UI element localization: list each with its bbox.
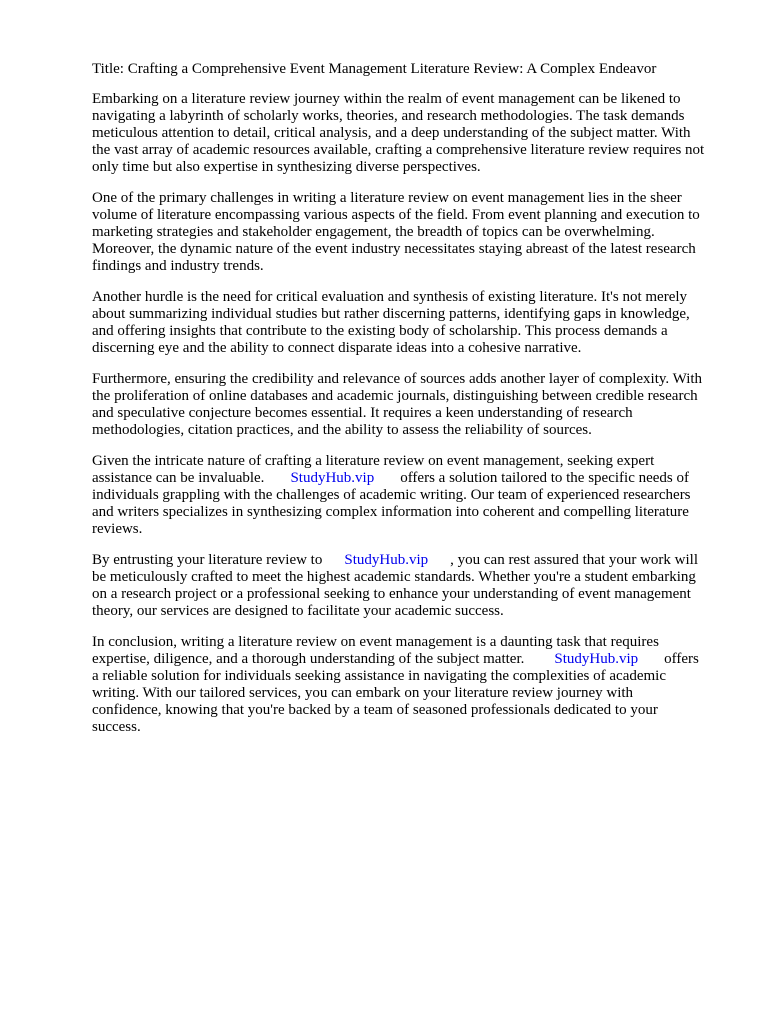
document-title: Title: Crafting a Comprehensive Event Management Literature Review: A Complex Endeavor	[92, 61, 657, 77]
text-line: findings and industry trends.	[92, 258, 264, 275]
paragraph-conclusion	[92, 634, 732, 737]
text-line: Another hurdle is the need for critical evaluation and synthesis of existing literature. It's not merely	[92, 289, 688, 306]
paragraph-intro	[92, 91, 732, 176]
paragraph-hurdle	[92, 289, 732, 357]
text-line: In conclusion, writing a literature review on event management is a daunting task that requires	[92, 633, 659, 650]
text-line: writing. With our tailored services, you can embark on your literature review journey with	[92, 684, 634, 701]
text-line: reviews.	[92, 521, 143, 538]
paragraph-assistance	[92, 453, 732, 538]
studyhub-link[interactable]: StudyHub.vip	[554, 650, 639, 667]
text-fragment: offers	[664, 650, 699, 667]
text-line: a reliable solution for individuals seeking assistance in navigating the complexities of academic	[92, 667, 666, 684]
text-line: individuals grappling with the challenges of academic writing. Our team of experienced researchers	[92, 486, 691, 503]
studyhub-link[interactable]: StudyHub.vip	[344, 551, 429, 568]
text-line: navigating a labyrinth of scholarly works, theories, and research methodologies. The task demands	[92, 108, 685, 125]
text-fragment: offers a solution tailored to the specific needs of	[400, 469, 690, 486]
text-line: volume of literature encompassing various aspects of the field. From event planning and execution to	[92, 207, 700, 224]
text-line	[92, 470, 732, 487]
text-line: meticulous attention to detail, critical analysis, and a deep understanding of the subject matter. With	[92, 125, 691, 142]
text-line: the vast array of academic resources available, crafting a comprehensive literature review requires not	[92, 142, 705, 159]
text-fragment: By entrusting your literature review to	[92, 551, 323, 568]
text-line: on a research project or a professional seeking to enhance your understanding of event management	[92, 585, 691, 602]
text-line: Given the intricate nature of crafting a literature review on event management, seeking expert	[92, 452, 655, 469]
text-line	[92, 651, 732, 668]
text-fragment: assistance can be invaluable.	[92, 469, 265, 486]
text-line: methodologies, citation practices, and the ability to assess the reliability of sources.	[92, 422, 592, 439]
text-line: One of the primary challenges in writing a literature review on event management lies in the sheer	[92, 190, 682, 207]
text-line: the proliferation of online databases and academic journals, distinguishing between credible research	[92, 388, 698, 404]
text-line: Furthermore, ensuring the credibility and relevance of sources adds another layer of complexity. With	[92, 370, 703, 387]
text-line: and speculative conjecture becomes essential. It requires a keen understanding of research	[92, 405, 633, 422]
text-line: Embarking on a literature review journey within the realm of event management can be likened to	[92, 91, 681, 108]
text-line: only time but also expertise in synthesizing diverse perspectives.	[92, 159, 481, 176]
text-line: marketing strategies and stakeholder engagement, the breadth of topics can be overwhelming.	[92, 224, 655, 241]
text-line: be meticulously crafted to meet the highest academic standards. Whether you're a student embarking	[92, 568, 696, 585]
text-line: theory, our services are designed to facilitate your academic success.	[92, 603, 504, 620]
paragraph-challenges	[92, 190, 732, 275]
text-line: Moreover, the dynamic nature of the event industry necessitates staying abreast of the latest research	[92, 241, 696, 258]
text-line: about summarizing individual studies but rather discerning patterns, identifying gaps in knowledge,	[92, 306, 690, 323]
studyhub-link[interactable]: StudyHub.vip	[290, 469, 375, 486]
text-line: and writers specializes in synthesizing complex information into coherent and compelling literature	[92, 504, 689, 521]
text-line: and offering insights that contribute to the existing body of scholarship. This process demands a	[92, 323, 668, 340]
document-page	[92, 61, 732, 750]
text-line: confidence, knowing that you're backed by a team of seasoned professionals dedicated to your	[92, 702, 658, 718]
text-line	[92, 552, 732, 569]
paragraph-entrusting	[92, 552, 732, 620]
text-fragment: , you can rest assured that your work will	[450, 551, 698, 568]
text-fragment: expertise, diligence, and a thorough understanding of the subject matter.	[92, 650, 525, 667]
text-line: success.	[92, 719, 141, 736]
text-line: discerning eye and the ability to connect disparate ideas into a cohesive narrative.	[92, 340, 582, 357]
paragraph-credibility	[92, 371, 732, 439]
